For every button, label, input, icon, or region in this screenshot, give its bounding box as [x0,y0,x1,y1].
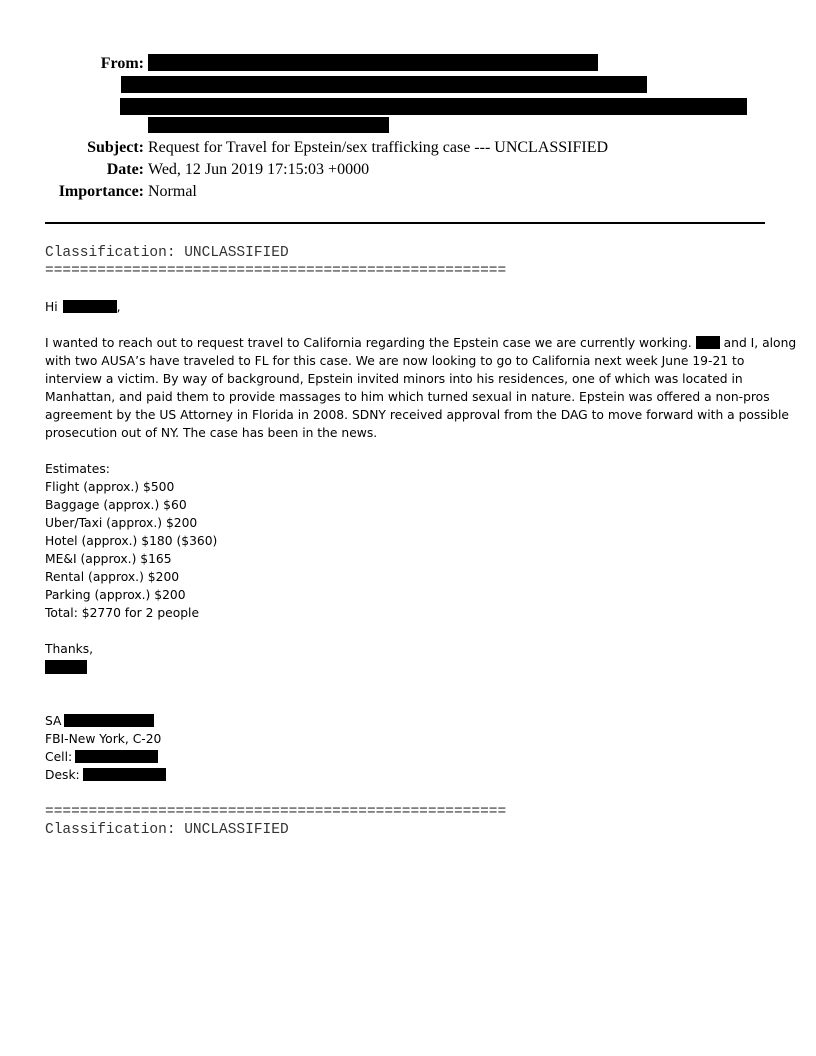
signature-office: FBI-New York, C-20 [45,732,162,746]
signature-title: SA [45,714,62,728]
closing [45,640,769,658]
estimates-heading: Estimates: [45,462,110,476]
estimate-item: Hotel (approx.) $180 ($360) [45,534,218,548]
closing-text: Thanks, [45,642,94,656]
redaction-colleague [696,336,720,349]
signature-block [45,712,769,784]
estimate-item: ME&I (approx.) $165 [45,552,172,566]
importance-label: Importance: [58,183,144,200]
classification-top: Classification: UNCLASSIFIED [45,245,289,261]
greeting-prefix: Hi [45,300,58,314]
message-line-5: agreement by the US Attorney in Florida in 2008. SDNY received approval from the DAG to move forward with a possible [45,408,789,422]
redaction-from-1 [148,54,598,71]
separator-bottom: ===================================================== [45,804,507,820]
redaction-from-2 [121,76,647,93]
estimate-item: Baggage (approx.) $60 [45,498,187,512]
desk-label: Desk: [45,768,80,782]
greeting-suffix: , [116,300,121,314]
estimate-item: Parking (approx.) $200 [45,588,186,602]
subject-value: Request for Travel for Epstein/sex trafficking case --- UNCLASSIFIED [148,139,609,156]
estimate-item: Uber/Taxi (approx.) $200 [45,516,198,530]
estimates-block [45,460,769,622]
estimate-total: Total: $2770 for 2 people [45,606,200,620]
redaction-recipient [63,300,117,313]
message-line-2: with two AUSA’s have traveled to FL for this case. We are now looking to go to California next week June 19-21 to [45,354,745,368]
date-value: Wed, 12 Jun 2019 17:15:03 +0000 [148,161,370,178]
classification-bottom: Classification: UNCLASSIFIED [45,822,289,838]
from-label: From: [100,55,144,72]
message-paragraph [45,334,797,442]
separator-top: ===================================================== [45,263,507,279]
message-line-1: I wanted to reach out to request travel to California regarding the Epstein case we are currently working. [45,336,692,350]
redaction-cell-number [75,750,158,763]
estimate-item: Flight (approx.) $500 [45,480,175,494]
message-line-1-cont: and I, along [719,336,797,350]
cell-label: Cell: [45,750,73,764]
greeting [45,298,769,316]
header-divider [45,222,765,224]
estimate-item: Rental (approx.) $200 [45,570,180,584]
importance-value: Normal [148,183,197,200]
date-label: Date: [106,161,144,178]
redaction-desk-number [83,768,166,781]
redaction-signature-name [45,660,87,674]
message-line-6: prosecution out of NY. The case has been in the news. [45,426,378,440]
redaction-from-3 [120,98,747,115]
redaction-agent-name [64,714,154,727]
message-line-3: interview a victim. By way of background, Epstein invited minors into his residences, one of which was located in [45,372,743,386]
message-line-4: Manhattan, and paid them to provide massages to him which turned sexual in nature. Epstein was offered a non-pros [45,390,770,404]
redaction-from-4 [148,117,389,133]
subject-label: Subject: [87,139,144,156]
